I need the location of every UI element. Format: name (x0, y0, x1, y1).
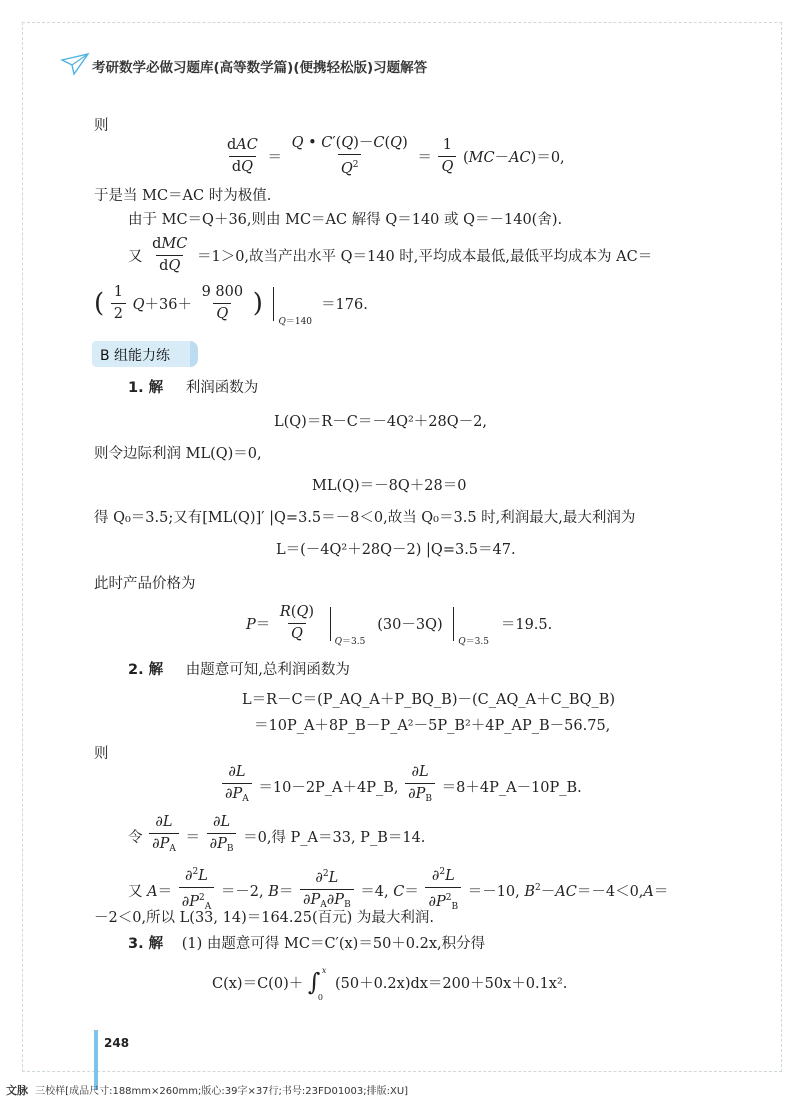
footer-brand: 文脉 (6, 1084, 28, 1097)
equation-ac-value: ( $\frac{1}{2}$ Q＋36＋ $\frac{9 800}{Q}$ ) Q＝140 ＝176. (94, 284, 368, 327)
section-label: B 组能力练 (100, 348, 171, 364)
problem-2-label: 2. 解 (128, 662, 164, 678)
equation-dac: $\frac{\text{dAC}}{dQ}$ ＝ $\frac{Q • C'(Q)-C(Q)}{Q^2}$ ＝ $\frac{1}{Q}$ (MC－AC)＝0, (227, 135, 565, 177)
equation-L2-line2: ＝10P_A＋8P_B－P_A²－5P_B²＋4P_AP_B－56.75, (254, 718, 611, 734)
text-yushi: 于是当 MC＝AC 时为极值. (94, 188, 272, 204)
problem-1-label: 1. 解 (128, 380, 164, 396)
page-number-bar (94, 1030, 98, 1090)
problem-3-label: 3. 解 (128, 936, 164, 952)
text-q1-result: 得 Q₀＝3.5;又有[ML(Q)]′ |Q=3.5＝－8＜0,故当 Q₀＝3.5 时,利润最大,最大利润为 (94, 510, 636, 526)
print-footer (6, 1082, 408, 1098)
equation-ling: 令 $\frac{\partial L}{\partial P_A}$ ＝ $\frac{\partial L}{\partial P_B}$ ＝0,得 P_A＝33, P_B＝14. (128, 814, 425, 858)
page-number: 248 (104, 1036, 130, 1050)
footer-info: 三校样[成品尺寸:188mm×260mm;版心:39字×37行;书号:23FD01003;排版:XU] (35, 1086, 409, 1097)
equation-partials: $\frac{\partial L}{\partial P_A}$ ＝10－2P_A＋4P_B, $\frac{\partial L}{\partial P_B}$ ＝8＋4P_A－10P_B. (220, 764, 582, 808)
equation-C-integral: C(x)＝C(0)＋ ∫ 0 x (50＋0.2x)dx＝200＋50x＋0.1x². (212, 966, 568, 1002)
equation-ML: ML(Q)＝－8Q＋28＝0 (312, 478, 467, 494)
problem-2-heading: 2. 解 由题意可知,总利润函数为 (128, 662, 350, 678)
integral-sign: ∫ 0 x (307, 966, 327, 1002)
equation-dmc: 又 $\frac{\text{dMC}}{dQ}$ ＝1＞0,故当产出水平 Q＝140 时,平均成本最低,最低平均成本为 AC＝ (128, 236, 653, 274)
text-q1-price: 此时产品价格为 (94, 576, 196, 592)
paper-plane-icon (60, 52, 90, 78)
problem-3-heading: 3. 解 (1) 由题意可得 MC＝C′(x)＝50＋0.2x,积分得 (128, 936, 486, 952)
equation-Lmax: L＝(－4Q²＋28Q－2) |Q=3.5＝47. (276, 542, 516, 558)
section-tab-b (92, 341, 192, 367)
equation-L2-line1: L＝R－C＝(P_AQ_A＋P_BQ_B)－(C_AQ_A＋C_BQ_B) (242, 692, 616, 708)
text-ze: 则 (94, 118, 109, 134)
text-youyu: 由于 MC＝Q＋36,则由 MC＝AC 解得 Q＝140 或 Q＝－140(舍). (128, 212, 563, 228)
text-q2-line2: －2＜0,所以 L(33, 14)＝164.25(百元) 为最大利润. (94, 910, 434, 926)
text-q2-then: 则 (94, 746, 109, 762)
equation-hessian: 又 A＝ $\frac{\partial^2L}{\partial P^2_A}$ ＝－2, B＝ $\frac{\partial^2L}{\partial P_A\partial P_B}$ ＝4, C＝ $\frac{\partial^2L}{\partial P^2_B}$ ＝－10, $B^2-AC=-4<0,A=$ (128, 864, 668, 916)
problem-1-heading: 1. 解 利润函数为 (128, 380, 259, 396)
equation-L: L(Q)＝R－C＝－4Q²＋28Q－2, (274, 414, 487, 430)
equation-price: P＝ $\frac{R(Q)}{Q}$ Q＝3.5 (30－3Q) Q＝3.5 ＝19.5. (246, 604, 553, 647)
header-title: 考研数学必做习题库(高等数学篇)(便携轻松版)习题解答 (92, 60, 428, 76)
text-q1-then: 则令边际利润 ML(Q)＝0, (94, 446, 262, 462)
